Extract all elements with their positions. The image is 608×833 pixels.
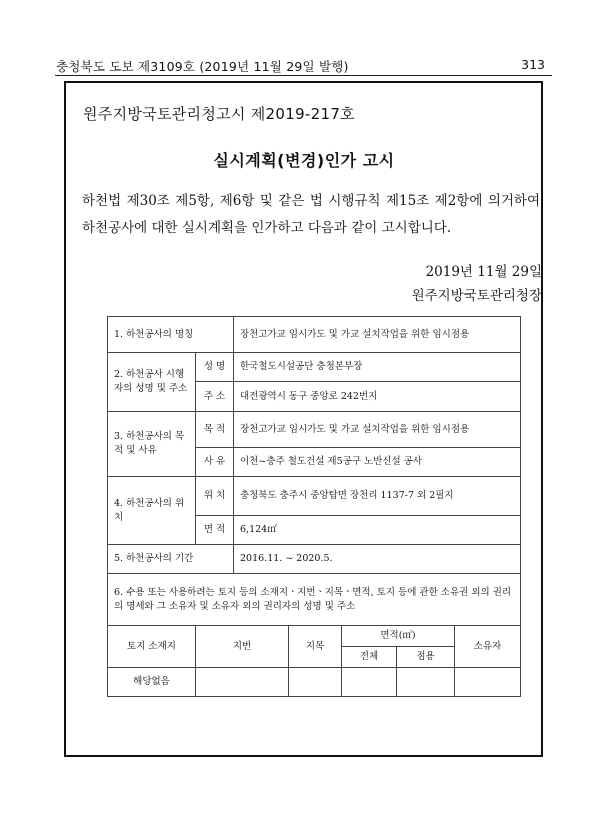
page-number: 313 [521,57,545,72]
row4-loc-label: 위 치 [196,477,234,516]
notice-title: 실시계획(변경)인가 고시 [213,151,395,170]
row5-label: 5. 하천공사의 기간 [108,545,234,574]
row2-label: 2. 하천공사 시행자의 성명 및 주소 [108,353,196,412]
row6-text: 6. 수용 또는 사용하려는 토지 등의 소재지ㆍ지번ㆍ지목ㆍ면적, 토지 등에 관한 소유권 외의 권리의 명세와 그 소유자 및 소유자 외의 권리자의 성명 및 주소 [108,574,521,626]
row2-name-value: 한국철도시설공단 충청본부장 [234,353,521,382]
land-occupied-cell [397,668,455,697]
land-header-row [108,626,521,647]
row2-addr-label: 주 소 [196,382,234,412]
col-category: 지목 [289,626,342,668]
row3-purpose-value: 장천고가교 임시가도 및 가교 설치작업을 위한 임시점용 [234,412,521,448]
table-row [108,317,521,353]
row4-area-value: 6,124㎡ [234,516,521,545]
notice-body: 하천법 제30조 제5항, 제6항 및 같은 법 시행규칙 제15조 제2항에 의거하여 하천공사에 대한 실시계획을 인가하고 다음과 같이 고시합니다. [82,193,540,236]
table-row [108,545,521,574]
row2-addr-value: 대전광역시 동구 중앙로 242번지 [234,382,521,412]
table-row [108,353,521,382]
row3-label: 3. 하천공사의 목적 및 사유 [108,412,196,477]
row3-purpose-label: 목 적 [196,412,234,448]
row3-reason-value: 이천~충주 철도건설 제5공구 노반신설 공사 [234,448,521,477]
table-row [108,477,521,516]
land-total-cell [342,668,397,697]
land-row [108,668,521,697]
row4-loc-value: 충청북도 충주시 중앙탑면 장천리 1137-7 외 2필지 [234,477,521,516]
land-owner-cell [455,668,521,697]
land-category-cell [289,668,342,697]
table-row [108,412,521,448]
notice-date: 2019년 11월 29일 [425,264,542,280]
row3-reason-label: 사 유 [196,448,234,477]
col-area-total: 전체 [342,647,397,668]
row2-name-label: 성 명 [196,353,234,382]
row1-label: 1. 하천공사의 명칭 [108,317,234,353]
col-area: 면적(㎡) [342,626,455,647]
row4-label: 4. 하천공사의 위치 [108,477,196,545]
table-row [108,574,521,626]
land-location-cell: 해당없음 [108,668,196,697]
header-divider [55,75,552,76]
row1-value: 장천고가교 임시가도 및 가교 설치작업을 위한 임시점용 [234,317,521,353]
notice-number: 원주지방국토관리청고시 제2019-217호 [83,105,355,123]
row5-value: 2016.11. ~ 2020.5. [234,545,521,574]
col-owner: 소유자 [455,626,521,668]
row4-area-label: 면 적 [196,516,234,545]
land-lot-cell [196,668,289,697]
notice-table [107,316,521,697]
col-area-occupied: 점용 [397,647,455,668]
notice-issuer: 원주지방국토관리청장 [411,288,542,304]
publication-header: 충청북도 도보 제3109호 (2019년 11월 29일 발행) [56,59,349,74]
col-lot: 지번 [196,626,289,668]
col-location: 토지 소재지 [108,626,196,668]
